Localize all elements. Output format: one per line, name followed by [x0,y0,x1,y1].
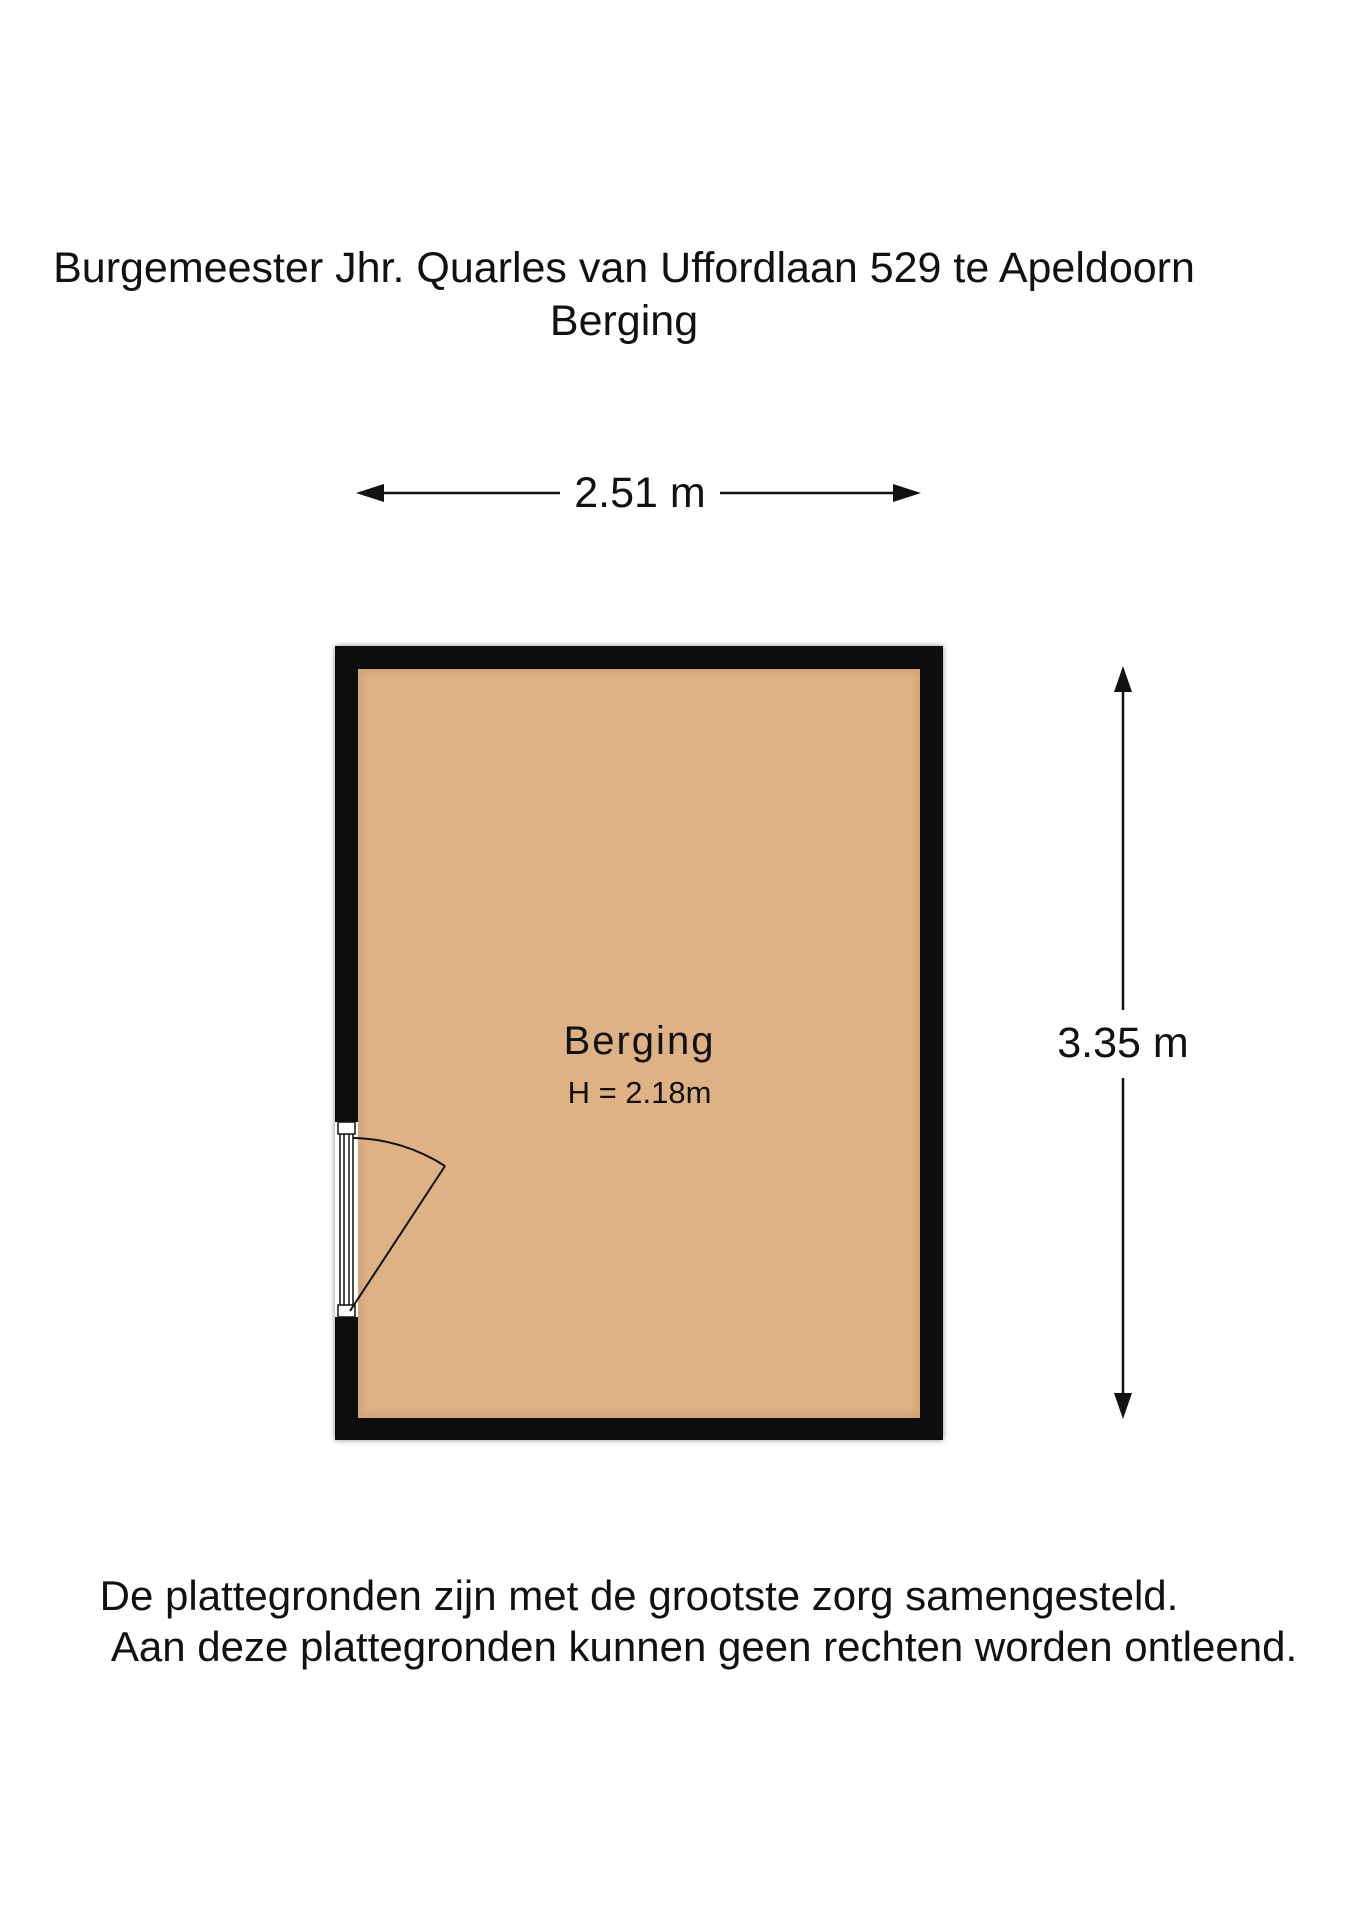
room-name-label: Berging [563,1019,716,1063]
address-title: Burgemeester Jhr. Quarles van Uffordlaan 529 te Apeldoorn [53,244,1195,292]
disclaimer-line-1: De plattegronden zijn met de grootste zorg samengesteld. [99,1572,1179,1619]
width-dimension-label: 2.51 m [574,469,706,517]
room-height-label: H = 2.18m [567,1075,712,1110]
disclaimer-line-2: Aan deze plattegronden kunnen geen rechten worden ontleend. [110,1623,1298,1670]
depth-dimension-label: 3.35 m [1057,1019,1189,1067]
floor-title: Berging [549,297,699,345]
